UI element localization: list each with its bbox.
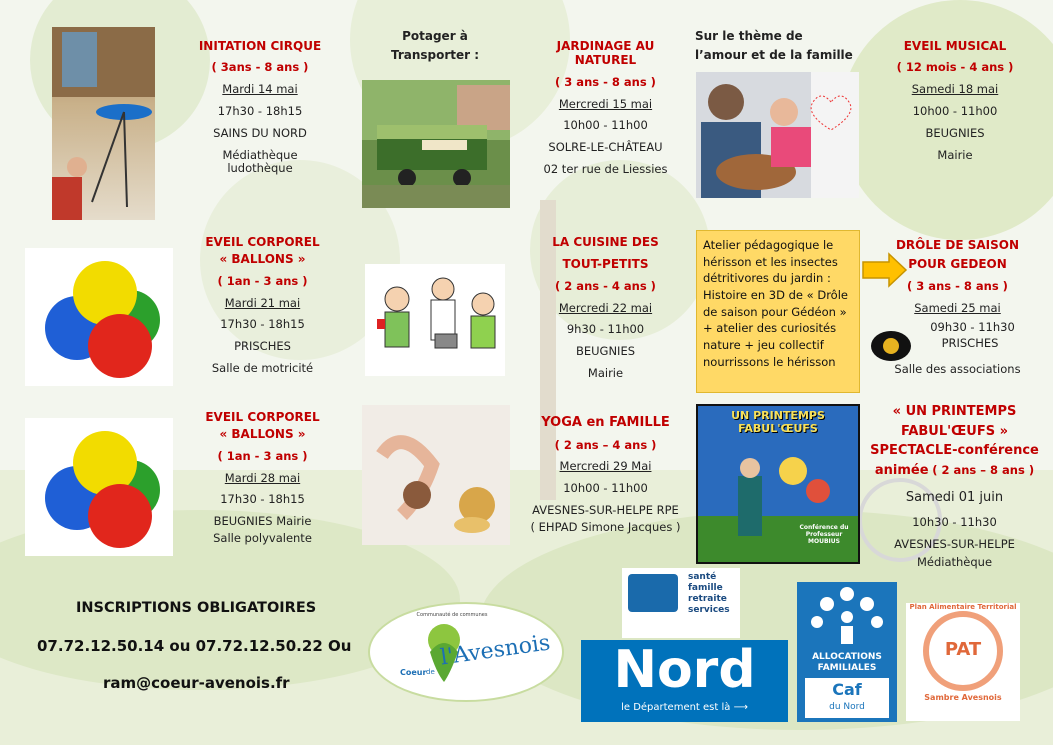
event-town: AVESNES-SUR-HELPE — [894, 536, 1015, 551]
event-time: 10h00 - 11h00 — [563, 118, 648, 133]
caf-logo — [797, 582, 897, 722]
spectacle-line-2: FABUL'ŒUFS » — [900, 423, 1009, 439]
pat-title: PAT — [944, 639, 982, 660]
event-title: DRÔLE DE SAISON — [895, 238, 1020, 252]
poster-title: UN PRINTEMPS FABUL'ŒUFS — [731, 409, 825, 435]
event-date: Samedi 01 juin — [905, 490, 1004, 506]
event-time: 17h30 - 18h15 — [217, 103, 303, 118]
inscriptions-title: INSCRIPTIONS OBLIGATOIRES — [76, 600, 317, 616]
balloons-image-1 — [25, 248, 173, 386]
spectacle-poster — [696, 404, 860, 564]
nord-subtitle: le Département est là ⟶ — [621, 702, 748, 713]
cooking-illustration — [365, 264, 505, 376]
poster-subtitle: Conférence du Professeur MOUBIUS — [799, 524, 849, 546]
event-time: 9h30 - 11h00 — [566, 322, 645, 337]
yoga-photo — [362, 405, 510, 545]
event-date: Samedi 18 mai — [911, 82, 999, 97]
event-date: Mercredi 29 Mai — [559, 459, 652, 474]
potager-photo — [362, 80, 510, 208]
coeur-top-label: Communauté de communes — [416, 612, 488, 618]
event-age: ( 3 ans - 8 ans ) — [907, 278, 1008, 293]
pat-logo — [906, 603, 1020, 721]
event-initiation-cirque — [190, 39, 330, 184]
event-title-2: POUR GEDEON — [908, 257, 1007, 272]
event-eveil-musical — [885, 39, 1025, 170]
coeur-label-b: de — [426, 668, 435, 676]
event-eveil-corporel-1 — [190, 235, 335, 384]
event-age: ( 2 ans – 8 ans ) — [932, 462, 1035, 477]
event-time: 17h30 - 18h15 — [220, 317, 305, 332]
msa-logo — [622, 568, 740, 638]
inscriptions-email[interactable]: ram@coeur-avenois.fr — [103, 674, 290, 692]
event-age: ( 3 ans - 8 ans ) — [555, 74, 656, 89]
event-title-2: « BALLONS » — [219, 252, 306, 267]
msa-line-2: famille — [688, 583, 723, 593]
msa-line-4: services — [688, 605, 730, 615]
event-age: ( 1an - 3 ans ) — [217, 273, 308, 288]
event-age: ( 1an - 3 ans ) — [217, 448, 308, 463]
event-town: BEUGNIES — [925, 125, 985, 140]
event-age: ( 12 mois - 4 ans ) — [896, 60, 1014, 75]
atelier-description: Atelier pédagogique le hérisson et les insectes détritivores du jardin : Histoire en 3D de « Drôle de saison pour Gédéon » + atelier des curiosités nature + jeu collectif nourrissons le hérisson — [696, 230, 860, 393]
event-time: 10h30 - 11h30 — [912, 514, 997, 529]
event-date: Mardi 28 mai — [224, 470, 301, 485]
pat-arc-label: Plan Alimentaire Territorial — [909, 603, 1017, 611]
nord-logo — [581, 640, 788, 722]
event-title-2: TOUT-PETITS — [562, 257, 649, 272]
event-cuisine — [528, 235, 683, 389]
balloons-image-2 — [25, 418, 173, 556]
event-date: Mercredi 15 mai — [558, 96, 653, 111]
caf-line-1: ALLOCATIONS — [812, 652, 882, 662]
msa-mark — [628, 574, 678, 612]
event-time: 10h00 - 11h00 — [912, 103, 998, 118]
event-place: Médiathèque ludothèque — [222, 147, 298, 176]
event-title: YOGA en FAMILLE — [541, 415, 670, 430]
hedgehog-icon — [868, 328, 914, 364]
event-town: SAINS DU NORD — [213, 125, 307, 140]
event-place: Salle des associations — [894, 361, 1021, 376]
msa-line-1: santé — [688, 572, 717, 582]
inscriptions-phones: 07.72.12.50.14 ou 07.72.12.50.22 Ou — [37, 637, 352, 655]
event-title: EVEIL CORPOREL — [205, 235, 320, 249]
event-place: Mairie — [937, 147, 973, 162]
event-date: Mercredi 22 mai — [558, 300, 653, 315]
msa-line-3: retraite — [688, 594, 727, 604]
event-time: 10h00 - 11h00 — [563, 481, 648, 496]
caf-line-4: du Nord — [829, 702, 865, 712]
caf-line-2: FAMILIALES — [817, 663, 877, 673]
event-spectacle — [862, 404, 1047, 577]
event-date: Mardi 21 mai — [224, 295, 301, 310]
event-date: Samedi 25 mai — [914, 300, 1001, 315]
event-age: ( 2 ans – 4 ans ) — [554, 437, 657, 452]
pat-subtitle: Sambre Avesnois — [924, 693, 1002, 702]
event-place: Mairie — [587, 365, 624, 380]
theme-label: Sur le thème de l’amour et de la famille — [695, 29, 853, 62]
event-jardinage — [528, 39, 683, 185]
coeur-label-c: l'Avesnois — [438, 630, 552, 671]
event-place: ( EHPAD Simone Jacques ) — [530, 519, 681, 534]
coeur-avesnois-logo — [368, 602, 564, 702]
caf-line-3: Caf — [832, 680, 862, 699]
spectacle-line-4: animée — [874, 462, 929, 478]
event-place: 02 ter rue de Liessies — [543, 161, 668, 176]
event-town: BEUGNIES Mairie — [213, 514, 312, 529]
spectacle-line-3: SPECTACLE-conférence — [870, 443, 1039, 459]
event-title-2: « BALLONS » — [219, 427, 306, 442]
event-town: AVESNES-SUR-HELPE RPE — [532, 502, 679, 517]
event-town: PRISCHES — [941, 336, 999, 351]
event-age: ( 3ans - 8 ans ) — [211, 60, 309, 75]
circus-photo — [52, 27, 155, 220]
event-time: 17h30 - 18h15 — [220, 492, 305, 507]
event-age: ( 2 ans - 4 ans ) — [555, 278, 656, 293]
event-town: SOLRE-LE-CHÂTEAU — [548, 140, 663, 155]
event-place: Salle polyvalente — [213, 530, 312, 545]
spectacle-line-1: « UN PRINTEMPS — [892, 404, 1017, 419]
potager-label: Potager à Transporter : — [390, 29, 480, 62]
event-town: BEUGNIES — [575, 344, 636, 359]
family-music-photo — [696, 72, 859, 198]
coeur-label-a: Coeur — [400, 668, 427, 677]
event-title: EVEIL CORPOREL — [205, 410, 320, 424]
event-title: LA CUISINE DES — [552, 235, 659, 249]
event-place: Médiathèque — [916, 554, 993, 569]
event-title: JARDINAGE AU NATUREL — [556, 39, 655, 68]
caf-family-icon — [797, 582, 897, 652]
event-date: Mardi 14 mai — [222, 82, 298, 97]
event-town: PRISCHES — [234, 339, 291, 354]
event-title: INITATION CIRQUE — [198, 39, 322, 53]
event-place: Salle de motricité — [211, 360, 314, 375]
event-title: EVEIL MUSICAL — [903, 39, 1007, 53]
event-yoga — [518, 415, 693, 543]
event-eveil-corporel-2 — [190, 410, 335, 554]
nord-title: Nord — [613, 640, 756, 700]
event-time: 09h30 - 11h30 — [930, 320, 1015, 335]
